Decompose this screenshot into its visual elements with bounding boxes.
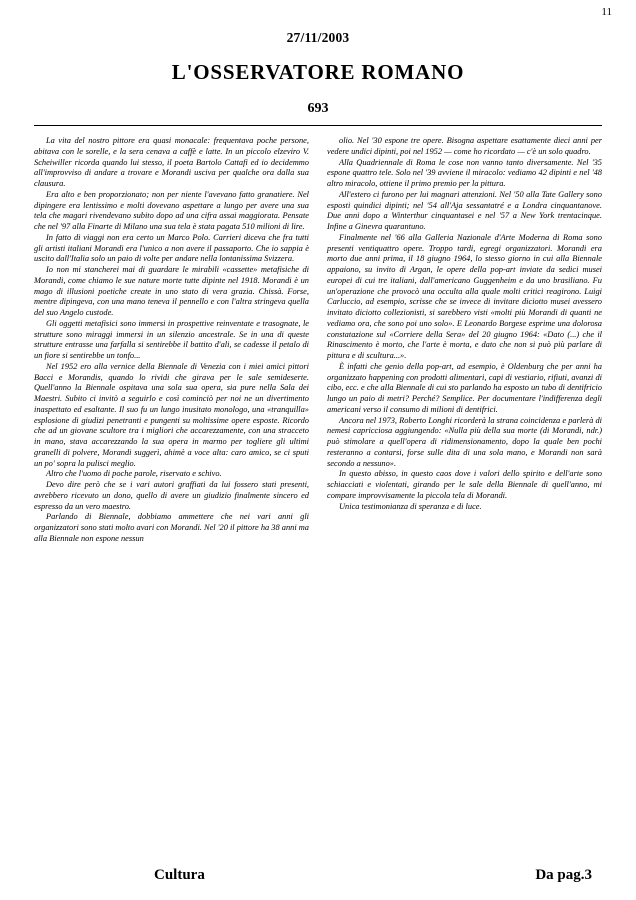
continuation-label: Da pag.3 bbox=[535, 867, 592, 883]
column-right bbox=[327, 136, 602, 836]
paragraph: Io non mi stancherei mai di guardare le mirabili «cassette» metafisiche di Morandi, come chiamo le sue nature morte tutte dipinte nel 1918. Morandi è un mago di illusioni poetiche create in uno stato di vera grazia. Chissà. Forse, mentre dipingeva, con una mano teneva il pennello e con l'altra stringeva quella del suo Angelo custode. bbox=[34, 265, 309, 317]
paragraph: Era alto e ben proporzionato; non per niente l'avevano fatto granatiere. Nel dipingere era lentissimo e molti dovevano aspettare a lungo per avere una sua tela che magari rivendevano subito dopo ad una cifra assai maggiorata. Pensate che nel '97 alla Finarte di Milano una sua tela è stata pagata 510 milioni di lire. bbox=[34, 189, 309, 231]
paragraph: All'estero ci furono per lui magnari attenzioni. Nel '50 alla Tate Gallery sono esposti quindici dipinti; nel '54 all'Aja sessantatré e a Londra cinquantanove. Due anni dopo a Winterthur cinquantasei e nel '57 a New York trentacinque. Infine a Ginevra quarantuno. bbox=[327, 189, 602, 231]
paragraph: Gli oggetti metafisici sono immersi in prospettive reinventate e trasognate, le strutture sono miraggi immersi in un silenzio ancestrale. Se in una di queste strutture entrasse una farfalla si sentirebbe il battito d'ali, se cadesse il petalo di un fiore si sentirebbe un tonfo... bbox=[34, 318, 309, 360]
masthead-title: L'OSSERVATORE ROMANO bbox=[171, 60, 465, 84]
paragraph: In questo abisso, in questo caos dove i valori dello spirito e dell'arte sono schiacciati e violentati, girando per le sale della Biennale di quell'anno, mi compare improvvisamente la piccola tela di Morandi. bbox=[327, 469, 602, 500]
paragraph: In fatto di viaggi non era certo un Marco Polo. Carrieri diceva che fra tutti gli artisti italiani Morandi era l'unico a non avere il passaporto. Che io sappia è uscito dall'Italia solo un paio di volte per andare nella lontanissima Svizzera. bbox=[34, 232, 309, 264]
publication-date: 27/11/2003 bbox=[286, 30, 350, 45]
column-left bbox=[34, 136, 309, 836]
paragraph: olio. Nel '30 espone tre opere. Bisogna aspettare esattamente dieci anni per vedere undici dipinti, poi nel 1952 — come ho ricordato — c'è un solo quadro. bbox=[327, 136, 602, 156]
paragraph: Ancora nel 1973, Roberto Longhi ricorderà la strana coincidenza e parlerà di nemesi capricciosa aggiungendo: «Nulla più della sua morte (di Morandi, ndr.) può stimolare a quell'opera di ridimensionamento, dopo la quale ben pochi resteranno a contarsi, forse sulle dita di una sola mano, e Morandi non sarà secondo a nessuno». bbox=[327, 415, 602, 468]
article-body bbox=[34, 136, 602, 836]
paragraph: Alla Quadriennale di Roma le cose non vanno tanto diversamente. Nel '35 espone quattro tele. Solo nel '39 avviene il miracolo: vediamo 42 dipinti e nel '48 altro miracolo, ottiene il primo premio per la pittura. bbox=[327, 157, 602, 188]
paragraph: Nel 1952 ero alla vernice della Biennale di Venezia con i miei amici pittori Bacci e Morandis, quando lo rividi che girava per le sale semideserte. Quell'anno la Biennale ospitava una sola sua opera, sia pure nella Sala dei Maestri. Subito ci invitò a seguirlo e così cominciò per noi ne un divertimento inaspettato ed esaltante. Il suo fu un lungo inusitato monologo, una «tranquilla» esplosione di giudizi penetranti e pungenti su moltissime opere esposte. Ricordo che ad un giovane scultore tra i migliori che accarezzamente, con una stracceto in mano, stava accarezzando la sua opera in marmo per togliere gli ultimi granelli di polvere, Morandi suggerì, ahimè a voce alta: caro amico, se ci sputi un po' sopra la pulisci meglio. bbox=[34, 361, 309, 468]
paragraph: Parlando di Biennale, dobbiamo ammettere che nei vari anni gli organizzatori sono stati molto avari con Morandi. Nel '20 il pittore ha 38 anni ma alla Biennale non espone nessun bbox=[34, 512, 309, 543]
paragraph: È infatti che genio della pop-art, ad esempio, è Oldenburg che per anni ha organizzato happening con prodotti alimentari, capi di vestiario, rifiuti, avanzi di cibo, ecc. e che alla Biennale di cui sto parlando ha esposto un tubo di dentifricio lungo un paio di metri? Perché? Semplice. Per documentare l'indifferenza degli americani verso il consumo di milioni di dentifrici. bbox=[327, 361, 602, 414]
paragraph: La vita del nostro pittore era quasi monacale: frequentava poche persone, abitava con le sorelle, e la sera cenava a caffè e latte. In un piccolo elzeviro V. Scheiwiller ricorda quando lui stesso, il poeta Bartolo Cattafi ed io decidemmo all'improvviso di andare a trovare e Morandi usciva per qualche ora dalla sua clausura. bbox=[34, 136, 309, 188]
header-divider bbox=[34, 125, 602, 126]
page-number: 11 bbox=[601, 6, 612, 18]
section-label: Cultura bbox=[154, 867, 205, 883]
page-footer bbox=[34, 867, 602, 884]
paragraph: Finalmente nel '66 alla Galleria Nazionale d'Arte Moderna di Roma sono presenti ventiquattro opere. Troppo tardi, egregi organizzatori. Morandi era morto due anni prima, il 18 giugno 1964, lo stesso giorno in cui alla Biennale appaiono, su invito di Argan, le opere della pop-art inviate da sedici musei europei di cui tre italiani, dall'americano Guggenheim e da uno brasiliano. Fu un'operazione che provocò una occulta alla quale molti critici reagirono. Luigi Carluccio, ad esempio, scrisse che se invece di invitare diciotto musei avessero invitato diciotto collezionisti, si sarebbero visti «molti più Morandi di quanti ne vediamo ora, che sono poi uno solo». E Leonardo Borgese esprime una dolorosa constatazione sul «Corriere della Sera» del 20 giugno 1964: «Dato (...) che il Rinascimento è morto, che l'arte è morta, e dato che non si può più parlare di pittura e di scultura...». bbox=[327, 232, 602, 360]
paragraph: Unica testimonianza di speranza e di luce. bbox=[339, 501, 482, 511]
paragraph: Devo dire però che se i vari autori graffiati da lui fossero stati presenti, avrebbero ricevuto un dono, quello di avere un giudizio finalmente sincero ed espresso da un vero maestro. bbox=[34, 480, 309, 511]
paragraph: Altro che l'uomo di poche parole, riservato e schivo. bbox=[46, 469, 222, 479]
issue-number: 693 bbox=[307, 101, 329, 116]
